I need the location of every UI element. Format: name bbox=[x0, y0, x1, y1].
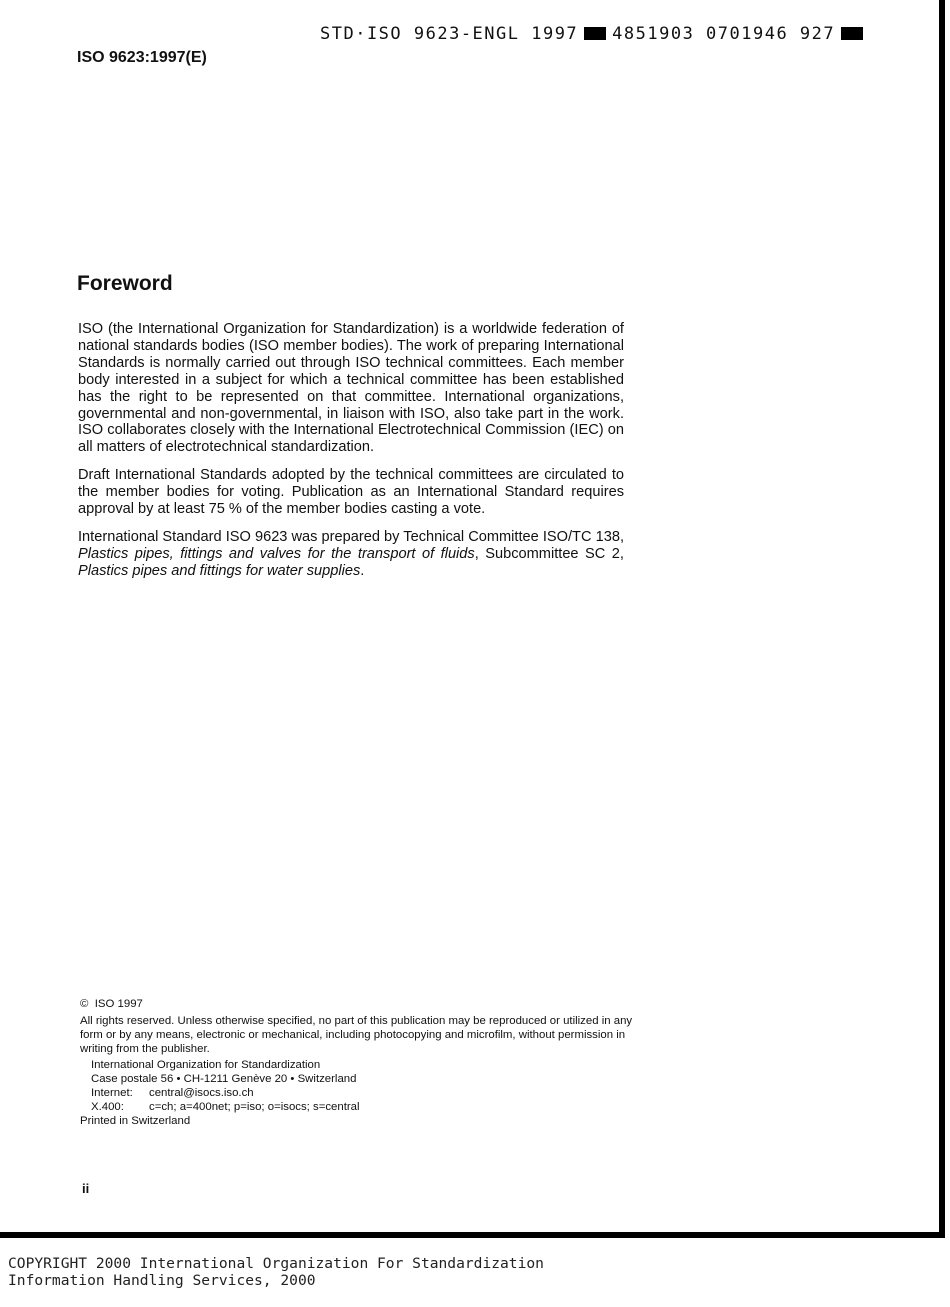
fax-code-prefix: STD·ISO 9623-ENGL 1997 bbox=[320, 24, 579, 44]
foreword-paragraph-1: ISO (the International Organization for Standardization) is a worldwide federation of national standards bodies (ISO member bodies). The work of preparing International Standards is normally carried out through ISO technical committees. Each member body interested in a subject for which a technical committee has been established has the right to be represented on that committee. International organizations, governmental and non-governmental, in liaison with ISO, also take part in the work. ISO collaborates closely with the International Electrotechnical Commission (IEC) on all matters of electrotechnical standardization. bbox=[78, 321, 624, 456]
black-block-mark bbox=[584, 27, 606, 40]
rights-statement: All rights reserved. Unless otherwise specified, no part of this publication may be reproduced or utilized in any form or by any means, electronic or mechanical, including photocopying and microfilm, without permission in writing from the publisher. bbox=[80, 1015, 633, 1055]
copyright-line bbox=[80, 997, 640, 1011]
copyright-footer bbox=[8, 1255, 544, 1289]
copyright-notice: ISO 1997 bbox=[94, 998, 143, 1010]
paragraph-3-text: International Standard ISO 9623 was prepared by Technical Committee ISO/TC 138, bbox=[78, 528, 624, 545]
x400-row bbox=[91, 1100, 640, 1114]
foreword-paragraph-2: Draft International Standards adopted by the technical committees are circulated to the member bodies for voting. Publication as an International Standard requires approval by at least 75 % of the member bodies casting a vote. bbox=[78, 467, 624, 518]
x400-label: X.400: bbox=[91, 1101, 124, 1113]
page-title: Foreword bbox=[77, 272, 173, 295]
fax-code-suffix: 4851903 0701946 927 bbox=[612, 24, 836, 44]
footer-line-2: Information Handling Services, 2000 bbox=[8, 1272, 316, 1289]
paragraph-3-text: . bbox=[360, 562, 365, 579]
internet-label: Internet: bbox=[91, 1087, 133, 1099]
postal-address: Case postale 56 • CH-1211 Genève 20 • Switzerland bbox=[91, 1073, 357, 1085]
document-id: ISO 9623:1997(E) bbox=[77, 49, 207, 66]
black-block-mark bbox=[841, 27, 863, 40]
printed-in: Printed in Switzerland bbox=[80, 1115, 191, 1127]
paragraph-3-text: , Subcommittee SC 2, bbox=[474, 545, 624, 562]
publisher-address bbox=[80, 1058, 640, 1114]
page-number: ii bbox=[82, 1181, 90, 1196]
fax-header-code bbox=[320, 24, 869, 44]
internet-value: central@isocs.iso.ch bbox=[149, 1087, 254, 1099]
footer-line-1: COPYRIGHT 2000 International Organization For Standardization bbox=[8, 1255, 544, 1272]
x400-value: c=ch; a=400net; p=iso; o=isocs; s=central bbox=[149, 1101, 360, 1113]
publisher-org: International Organization for Standardization bbox=[91, 1059, 321, 1071]
foreword-body bbox=[78, 321, 624, 591]
foreword-paragraph-3 bbox=[78, 529, 624, 580]
internet-row bbox=[91, 1086, 640, 1100]
copyright-icon: © bbox=[80, 998, 89, 1010]
copyright-block bbox=[80, 997, 640, 1128]
committee-title: Plastics pipes, fittings and valves for the transport of fluids bbox=[78, 545, 475, 562]
subcommittee-title: Plastics pipes and fittings for water supplies bbox=[78, 562, 361, 579]
